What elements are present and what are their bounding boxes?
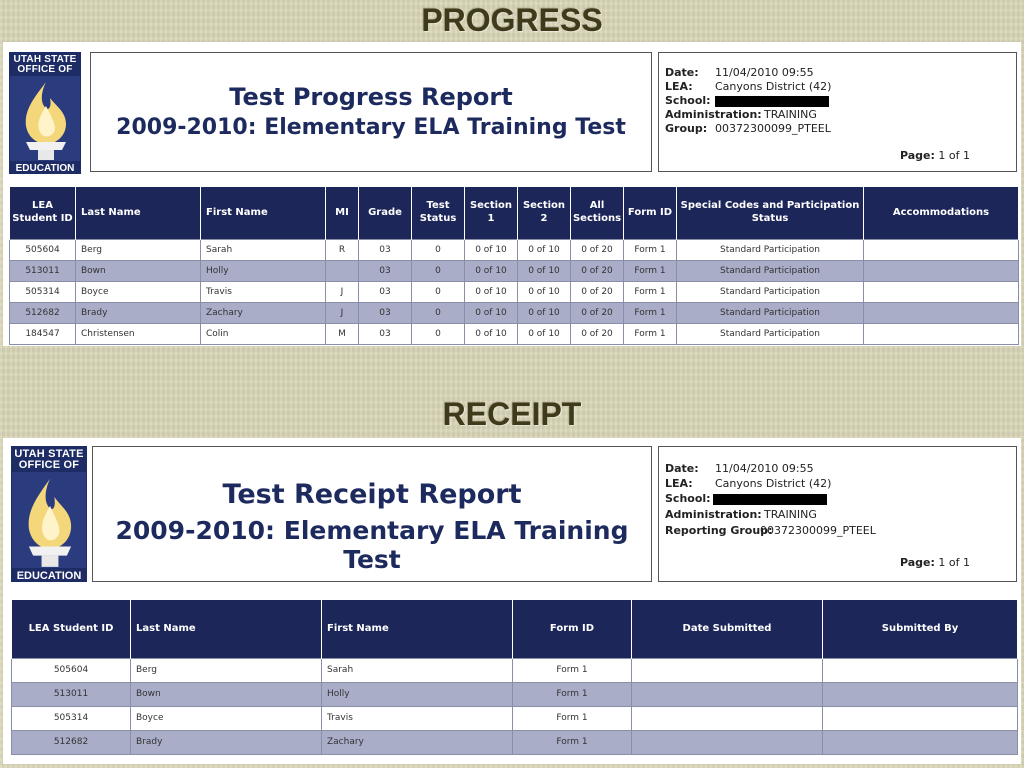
table-cell: 03 [359,260,412,281]
table-cell: 03 [359,302,412,323]
report-info-box [658,52,1017,172]
column-header: Test Status [412,187,465,239]
table-cell: 0 of 10 [518,260,571,281]
table-cell: Form 1 [513,658,632,682]
report-title: Test Receipt Report [222,479,522,510]
table-cell: 0 of 10 [518,239,571,260]
column-header: Grade [359,187,412,239]
column-header: LEA Student ID [10,187,76,239]
table-cell: 0 of 10 [465,260,518,281]
table-cell: Berg [131,658,322,682]
table-cell: Form 1 [513,706,632,730]
table-cell: Sarah [322,658,513,682]
group-label: Group: [665,122,708,135]
table-row [12,658,1018,682]
lea-value: Canyons District (42) [715,477,832,490]
table-cell: 0 [412,260,465,281]
table-cell: Berg [76,239,201,260]
table-row [10,323,1019,344]
table-cell: Holly [322,682,513,706]
table-cell: Form 1 [624,260,677,281]
table-cell: 03 [359,239,412,260]
column-header: All Sections [571,187,624,239]
lea-label: LEA: [665,477,693,490]
report-subtitle: 2009-2010: Elementary ELA Training Test [115,516,629,574]
table-cell: Zachary [201,302,326,323]
table-cell [632,658,823,682]
receipt-table [11,600,1018,755]
table-cell: 513011 [10,260,76,281]
table-cell: 505604 [10,239,76,260]
table-cell: 0 of 10 [465,281,518,302]
logo-text-line2: OFFICE OF [17,64,73,75]
table-cell: Holly [201,260,326,281]
table-cell [864,302,1019,323]
administration-value: TRAINING [764,108,817,121]
table-cell [823,730,1018,754]
table-cell [823,658,1018,682]
date-label: Date: [665,66,699,79]
table-cell: Travis [201,281,326,302]
table-cell: Sarah [201,239,326,260]
table-cell [864,323,1019,344]
table-cell: 0 [412,239,465,260]
table-cell: 0 [412,281,465,302]
receipt-heading: RECEIPT [442,396,582,432]
table-cell: 0 of 20 [571,281,624,302]
receipt-report-panel [3,438,1021,764]
table-cell: 0 of 10 [465,239,518,260]
usoe-logo [11,446,87,582]
school-redacted [715,96,829,107]
table-cell [864,239,1019,260]
table-cell: Zachary [322,730,513,754]
column-header: Special Codes and Participation Status [677,187,864,239]
table-cell: J [326,281,359,302]
table-cell [632,682,823,706]
table-cell: Standard Participation [677,260,864,281]
table-cell: Boyce [76,281,201,302]
report-info-box [658,446,1017,582]
table-row [12,730,1018,754]
date-label: Date: [665,462,699,475]
table-cell: 0 of 10 [518,281,571,302]
administration-value: TRAINING [764,508,817,521]
table-cell: Bown [76,260,201,281]
administration-label: Administration: [665,508,762,521]
table-cell: 0 [412,323,465,344]
column-header: Form ID [513,600,632,658]
table-cell: 0 of 20 [571,260,624,281]
table-cell [632,706,823,730]
table-cell: 505314 [12,706,131,730]
table-cell [864,260,1019,281]
table-cell [823,706,1018,730]
table-cell: Standard Participation [677,302,864,323]
table-cell: J [326,302,359,323]
table-row [12,706,1018,730]
lea-label: LEA: [665,80,693,93]
table-cell: 03 [359,281,412,302]
table-cell: 0 [412,302,465,323]
column-header: LEA Student ID [12,600,131,658]
school-label: School: [665,94,711,107]
column-header: Section 1 [465,187,518,239]
table-cell: Standard Participation [677,281,864,302]
table-cell: Form 1 [513,730,632,754]
progress-heading: PROGRESS [421,2,603,38]
school-label: School: [665,492,711,505]
column-header: Submitted By [823,600,1018,658]
progress-table [9,187,1019,345]
column-header: MI [326,187,359,239]
table-cell: Form 1 [513,682,632,706]
table-cell: Standard Participation [677,239,864,260]
table-row [10,281,1019,302]
torch-icon [10,76,81,161]
table-cell: 513011 [12,682,131,706]
column-header: Last Name [131,600,322,658]
table-cell: 505604 [12,658,131,682]
table-cell: 184547 [10,323,76,344]
lea-value: Canyons District (42) [715,80,832,93]
logo-text-line1: UTAH STATE [14,448,84,460]
report-title: Test Progress Report [229,83,513,111]
table-cell: Bown [131,682,322,706]
table-cell: 03 [359,323,412,344]
report-subtitle: 2009-2010: Elementary ELA Training Test [116,115,626,140]
table-cell: 0 of 10 [465,302,518,323]
table-cell: Brady [76,302,201,323]
table-row [10,239,1019,260]
column-header: Section 2 [518,187,571,239]
table-cell: Travis [322,706,513,730]
progress-report-panel [3,42,1021,346]
table-cell: 505314 [10,281,76,302]
table-cell [823,682,1018,706]
school-redacted [713,494,827,505]
page-label: Page: [899,149,935,162]
table-cell: Standard Participation [677,323,864,344]
logo-text-bottom: EDUCATION [12,568,86,582]
table-cell: Boyce [131,706,322,730]
reporting-group-value: 00372300099_PTEEL [760,524,876,537]
column-header: Last Name [76,187,201,239]
column-header: First Name [201,187,326,239]
table-cell: Form 1 [624,239,677,260]
page-value: 1 of 1 [938,556,970,569]
table-cell: R [326,239,359,260]
table-row [10,302,1019,323]
column-header: First Name [322,600,513,658]
logo-text-line1: UTAH STATE [13,54,77,65]
table-row [12,682,1018,706]
table-cell: Form 1 [624,302,677,323]
table-cell: 512682 [12,730,131,754]
table-cell [632,730,823,754]
date-value: 11/04/2010 09:55 [715,462,814,475]
usoe-logo [9,52,81,174]
group-value: 00372300099_PTEEL [715,122,831,135]
table-cell: 0 of 10 [518,302,571,323]
column-header: Accommodations [864,187,1019,239]
report-title-box [92,446,652,582]
table-cell: M [326,323,359,344]
table-cell: 0 of 10 [518,323,571,344]
table-cell: Brady [131,730,322,754]
logo-text-line2: OFFICE OF [18,459,80,471]
table-cell: 0 of 20 [571,323,624,344]
table-cell: Form 1 [624,323,677,344]
administration-label: Administration: [665,108,762,121]
reporting-group-label: Reporting Group: [665,524,773,537]
column-header: Form ID [624,187,677,239]
table-cell: Christensen [76,323,201,344]
table-row [10,260,1019,281]
page-label: Page: [899,556,935,569]
table-cell: 0 of 20 [571,239,624,260]
table-cell: 0 of 10 [465,323,518,344]
logo-text-bottom: EDUCATION [10,161,80,174]
column-header: Date Submitted [632,600,823,658]
date-value: 11/04/2010 09:55 [715,66,814,79]
table-cell [326,260,359,281]
torch-icon [12,472,87,568]
table-cell: 0 of 20 [571,302,624,323]
report-title-box [90,52,652,172]
table-cell: 512682 [10,302,76,323]
table-cell: Form 1 [624,281,677,302]
page-value: 1 of 1 [938,149,970,162]
table-cell [864,281,1019,302]
table-cell: Colin [201,323,326,344]
